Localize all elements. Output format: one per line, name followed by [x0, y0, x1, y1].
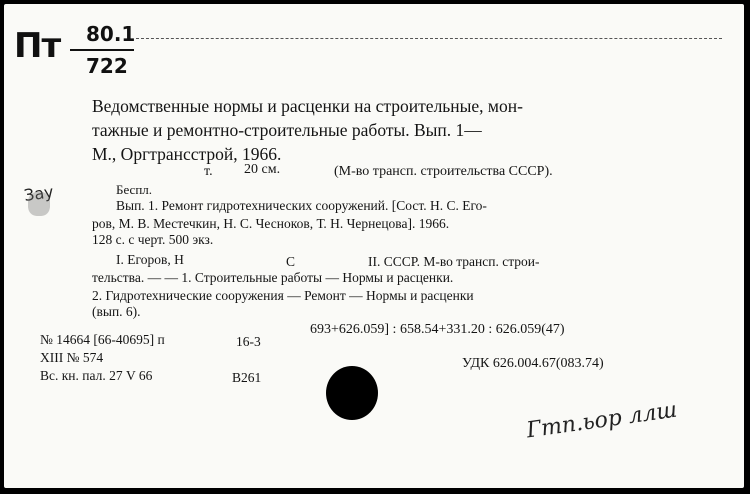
- publication-series: (М-во трансп. строительства СССР).: [334, 164, 553, 179]
- ink-smudge: [28, 192, 50, 216]
- title-line-2: тажные и ремонтно-строительные работы. Вып. 1—: [92, 120, 482, 140]
- title-line-3: М., Оргтрансстрой, 1966.: [92, 144, 282, 164]
- tracing-author-ii: II. СССР. М-во трансп. строи-: [368, 254, 540, 269]
- record-line-2: XIII № 574: [40, 350, 104, 365]
- record-line-3: Вс. кн. пал. 27 V 66: [40, 368, 153, 383]
- margin-handwriting: Зау: [22, 182, 55, 205]
- publication-volume: т.: [204, 164, 213, 179]
- punch-hole: [326, 366, 378, 420]
- record-number: № 14664 [66-40695] п: [40, 332, 165, 347]
- ruled-line: [136, 38, 722, 39]
- issue-line-1: Вып. 1. Ремонт гидротехнических сооружений. [Сост. Н. С. Его-: [116, 198, 487, 213]
- issue-line-3: 128 с. с черт. 500 экз.: [92, 232, 214, 247]
- tracing-author-initial: С: [286, 254, 296, 269]
- publication-size: 20 см.: [244, 162, 281, 177]
- catalog-card: [4, 4, 744, 488]
- tracing-line-3: 2. Гидротехнические сооружения — Ремонт — Нормы и расценки: [92, 288, 474, 303]
- tracing-line-4: (вып. 6).: [92, 304, 141, 319]
- tracing-line-2: тельства. — — 1. Строительные работы — Нормы и расценки.: [92, 270, 454, 285]
- shelfmark-fraction-line: [70, 49, 134, 51]
- publication-note: Беспл.: [116, 182, 153, 197]
- record-code: 16-3: [236, 334, 261, 349]
- tracing-author-i: I. Егоров, Н: [116, 252, 184, 267]
- shelfmark-denominator: 722: [86, 54, 128, 78]
- classification-index: 693+626.059] : 658.54+331.20 : 626.059(47): [310, 322, 565, 337]
- record-batch: В261: [232, 370, 262, 385]
- shelfmark-numerator: 80.1: [86, 22, 136, 46]
- udk-code: УДК 626.004.67(083.74): [462, 356, 604, 371]
- handwritten-signature: Гтп.ьор ллш: [524, 397, 679, 444]
- issue-line-2: ров, М. В. Местечкин, Н. С. Чесноков, Т. Н. Чернецова]. 1966.: [92, 216, 450, 231]
- shelfmark-cipher: Пт: [14, 26, 61, 66]
- title-line-1: Ведомственные нормы и расценки на строительные, мон-: [92, 96, 523, 116]
